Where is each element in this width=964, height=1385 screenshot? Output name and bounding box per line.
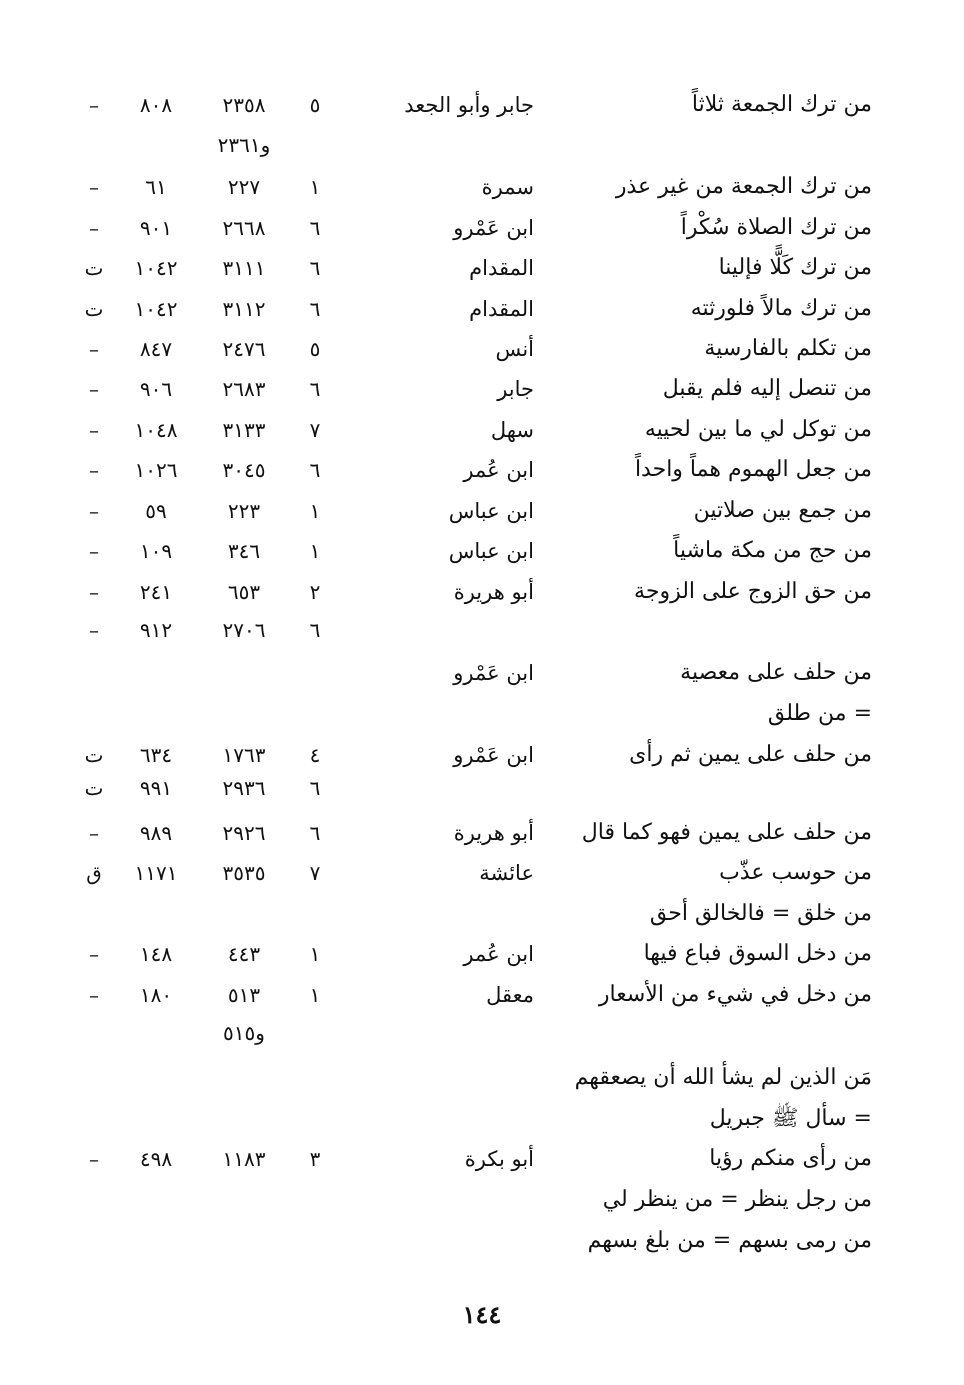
hadith-number: ٢٩٢٦ — [222, 821, 266, 845]
grade-mark: – — [89, 618, 99, 642]
narrator: أبو هريرة — [453, 580, 534, 604]
narrator: ابن عباس — [448, 499, 534, 523]
volume-number: ١ — [309, 499, 321, 523]
volume-number — [300, 1016, 330, 1050]
hadith-phrase: = من طلق — [767, 701, 872, 726]
hadith-phrase: من ترك كَلًّا فإلينا — [718, 255, 872, 280]
grade-mark: – — [89, 580, 99, 604]
volume-number: ٧ — [309, 418, 321, 442]
index-row — [0, 332, 964, 366]
volume-number: ٦ — [309, 216, 321, 240]
volume-number — [300, 656, 330, 690]
hadith-phrase: من حج من مكة ماشياً — [673, 538, 872, 563]
volume-number: ٥ — [309, 337, 321, 361]
volume-number — [300, 1061, 330, 1095]
hadith-number: ٢٩٣٦ — [222, 776, 266, 800]
hadith-number — [205, 697, 283, 731]
page-number: ١٤٤ — [462, 1300, 502, 1329]
hadith-phrase: من ترك مالاً فلورثته — [690, 296, 872, 321]
narrator — [294, 897, 534, 931]
index-row — [0, 1142, 964, 1176]
hadith-number: ٣١١١ — [222, 256, 266, 280]
index-row — [0, 128, 964, 162]
grade-mark: ت — [84, 297, 104, 321]
volume-number — [300, 128, 330, 162]
index-row — [0, 211, 964, 245]
narrator: ابن عباس — [448, 539, 534, 563]
hadith-phrase: من حوسب عذّب — [719, 860, 872, 885]
volume-number: ١ — [309, 942, 321, 966]
narrator: المقدام — [469, 297, 534, 321]
grade-mark: – — [89, 337, 99, 361]
hadith-phrase: = سأل ﷺ جبريل — [709, 1106, 872, 1131]
hadith-phrase: من رجل ينظر = من ينظر لي — [602, 1187, 872, 1212]
hadith-phrase: من دخل السوق فباع فيها — [643, 941, 872, 966]
page-reference: ٥٩ — [145, 499, 167, 523]
page-reference: ٦١ — [145, 175, 167, 199]
volume-number: ٤ — [309, 743, 321, 767]
grade-mark — [72, 697, 116, 731]
page-reference: ١١٧١ — [134, 861, 178, 885]
page-reference — [120, 1061, 192, 1095]
narrator — [294, 1016, 534, 1050]
page-reference: ١٠٤٨ — [134, 418, 178, 442]
hadith-phrase: من تنصل إليه فلم يقبل — [662, 376, 872, 401]
index-row — [0, 413, 964, 447]
narrator: سهل — [490, 418, 534, 442]
page-reference — [120, 1016, 192, 1050]
hadith-number: ٢٢٧ — [227, 175, 261, 199]
grade-mark: – — [89, 539, 99, 563]
index-row — [0, 1224, 964, 1258]
narrator: أبو بكرة — [464, 1147, 534, 1171]
index-row — [0, 771, 964, 805]
page-reference: ٦٣٤ — [139, 743, 173, 767]
grade-mark: – — [89, 821, 99, 845]
volume-number — [300, 1224, 330, 1258]
hadith-number — [205, 1102, 283, 1136]
volume-number: ٦ — [309, 297, 321, 321]
index-row — [0, 1061, 964, 1095]
narrator: سمرة — [481, 175, 534, 199]
narrator: جابر — [497, 377, 534, 401]
hadith-number: و٢٣٦١ — [217, 133, 271, 157]
volume-number: ٦ — [309, 256, 321, 280]
hadith-phrase: من ترك الجمعة من غير عذر — [615, 174, 872, 199]
hadith-number: ٢٣٥٨ — [222, 93, 266, 117]
narrator: معقل — [486, 983, 534, 1007]
index-row — [0, 372, 964, 406]
page-reference: ١٠٢٦ — [134, 458, 178, 482]
grade-mark: ت — [84, 776, 104, 800]
index-row — [0, 978, 964, 1012]
index-row — [0, 494, 964, 528]
hadith-phrase: من توكل لي ما بين لحييه — [644, 417, 872, 442]
hadith-number: ٣٠٤٥ — [222, 458, 266, 482]
hadith-number: ٢٤٧٦ — [222, 337, 266, 361]
volume-number: ٣ — [309, 1147, 321, 1171]
volume-number — [300, 697, 330, 731]
page-reference: ١٨٠ — [139, 983, 173, 1007]
hadith-number: ٢٦٦٨ — [222, 216, 266, 240]
index-row — [0, 1016, 964, 1050]
hadith-number: ٢٢٣ — [227, 499, 261, 523]
narrator: ابن عَمْرو — [453, 743, 534, 767]
hadith-phrase: من حق الزوج على الزوجة — [634, 579, 872, 604]
hadith-number: ٢٦٨٣ — [222, 377, 266, 401]
narrator — [294, 697, 534, 731]
volume-number: ٦ — [309, 377, 321, 401]
grade-mark: ت — [84, 256, 104, 280]
grade-mark: – — [89, 93, 99, 117]
page-reference: ١٤٨ — [139, 942, 173, 966]
volume-number — [300, 897, 330, 931]
narrator: عائشة — [479, 861, 534, 885]
grade-mark: – — [89, 175, 99, 199]
grade-mark: ت — [84, 743, 104, 767]
index-row — [0, 816, 964, 850]
volume-number: ١ — [309, 983, 321, 1007]
grade-mark: – — [89, 1147, 99, 1171]
page-reference — [120, 1224, 192, 1258]
index-row — [0, 738, 964, 772]
hadith-phrase: من ترك الصلاة سُكْراً — [680, 215, 872, 240]
page-reference: ٨٠٨ — [139, 93, 173, 117]
narrator: أبو هريرة — [453, 821, 534, 845]
narrator: ابن عَمْرو — [453, 216, 534, 240]
index-row — [0, 656, 964, 690]
narrator — [294, 1183, 534, 1217]
hadith-phrase: مَن الذين لم يشأ الله أن يصعقهم — [574, 1065, 872, 1090]
page-reference: ٩٩١ — [139, 776, 173, 800]
page-reference — [120, 697, 192, 731]
index-row — [0, 453, 964, 487]
volume-number: ٢ — [309, 580, 321, 604]
narrator: أنس — [495, 337, 534, 361]
hadith-number — [205, 897, 283, 931]
hadith-number: ١٧٦٣ — [222, 743, 266, 767]
narrator: ابن عُمر — [463, 942, 534, 966]
page-reference: ٢٤١ — [139, 580, 173, 604]
hadith-number — [205, 656, 283, 690]
hadith-phrase: من جعل الهموم هماً واحداً — [634, 457, 872, 482]
hadith-number: ١١٨٣ — [222, 1147, 266, 1171]
index-row — [0, 251, 964, 285]
volume-number: ٧ — [309, 861, 321, 885]
page-reference: ٩١٢ — [139, 618, 173, 642]
grade-mark — [72, 1224, 116, 1258]
hadith-number: ٦٥٣ — [227, 580, 261, 604]
index-row — [0, 697, 964, 731]
hadith-phrase: من رأى منكم رؤيا — [709, 1146, 872, 1171]
hadith-number — [205, 1224, 283, 1258]
volume-number: ٦ — [309, 458, 321, 482]
narrator — [294, 1102, 534, 1136]
page-reference: ١٠٤٢ — [134, 256, 178, 280]
narrator: جابر وأبو الجعد — [404, 93, 534, 117]
index-row — [0, 937, 964, 971]
index-row — [0, 88, 964, 122]
hadith-number: و٥١٥ — [223, 1021, 265, 1045]
narrator: ابن عَمْرو — [453, 661, 534, 685]
volume-number: ١ — [309, 175, 321, 199]
hadith-number: ٢٧٠٦ — [222, 618, 266, 642]
grade-mark — [72, 1102, 116, 1136]
volume-number — [300, 1102, 330, 1136]
grade-mark — [72, 1061, 116, 1095]
grade-mark: – — [89, 418, 99, 442]
hadith-phrase: من رمى بسهم = من بلغ بسهم — [587, 1228, 872, 1253]
volume-number: ٦ — [309, 776, 321, 800]
page-reference: ٩٨٩ — [139, 821, 173, 845]
narrator: ابن عُمر — [463, 458, 534, 482]
page-reference: ٩٠١ — [139, 216, 173, 240]
hadith-phrase: من دخل في شيء من الأسعار — [598, 982, 872, 1007]
hadith-phrase: من حلف على يمين ثم رأى — [629, 742, 872, 767]
grade-mark: – — [89, 377, 99, 401]
hadith-number: ٣٥٣٥ — [222, 861, 266, 885]
grade-mark: – — [89, 216, 99, 240]
grade-mark — [72, 897, 116, 931]
grade-mark: ق — [86, 861, 102, 885]
index-row — [0, 292, 964, 326]
volume-number — [300, 1183, 330, 1217]
hadith-number: ٥١٣ — [227, 983, 261, 1007]
page-reference — [120, 656, 192, 690]
hadith-number: ٤٤٣ — [227, 942, 261, 966]
index-row — [0, 613, 964, 647]
hadith-number — [205, 1061, 283, 1095]
volume-number: ١ — [309, 539, 321, 563]
grade-mark: – — [89, 499, 99, 523]
hadith-phrase: من ترك الجمعة ثلاثاً — [691, 92, 872, 117]
hadith-number: ٣١٣٣ — [222, 418, 266, 442]
index-row — [0, 897, 964, 931]
page-reference: ٩٠٦ — [139, 377, 173, 401]
index-row — [0, 575, 964, 609]
narrator — [294, 613, 534, 647]
page-reference: ٤٩٨ — [139, 1147, 173, 1171]
hadith-number — [205, 1183, 283, 1217]
grade-mark: – — [89, 942, 99, 966]
grade-mark — [72, 128, 116, 162]
narrator — [294, 128, 534, 162]
narrator: المقدام — [469, 256, 534, 280]
hadith-phrase: من خلق = فالخالق أحق — [649, 901, 872, 926]
hadith-phrase: من تكلم بالفارسية — [704, 336, 872, 361]
hadith-phrase: من حلف على يمين فهو كما قال — [581, 820, 872, 845]
page-reference — [120, 128, 192, 162]
page-reference: ١٠٤٢ — [134, 297, 178, 321]
hadith-number: ٣١١٢ — [222, 297, 266, 321]
grade-mark — [72, 656, 116, 690]
index-row — [0, 1183, 964, 1217]
index-row — [0, 1102, 964, 1136]
page-reference — [120, 897, 192, 931]
volume-number: ٦ — [309, 618, 321, 642]
hadith-phrase: من حلف على معصية — [680, 660, 872, 685]
index-row — [0, 170, 964, 204]
page-reference — [120, 1183, 192, 1217]
hadith-phrase: من جمع بين صلاتين — [693, 498, 872, 523]
grade-mark: – — [89, 983, 99, 1007]
narrator — [294, 771, 534, 805]
volume-number: ٦ — [309, 821, 321, 845]
narrator — [294, 1061, 534, 1095]
narrator — [294, 1224, 534, 1258]
page-reference: ١٠٩ — [139, 539, 173, 563]
volume-number: ٥ — [309, 93, 321, 117]
grade-mark — [72, 1016, 116, 1050]
page-reference — [120, 1102, 192, 1136]
index-row — [0, 534, 964, 568]
index-row — [0, 856, 964, 890]
page-reference: ٨٤٧ — [139, 337, 173, 361]
hadith-number: ٣٤٦ — [227, 539, 261, 563]
grade-mark — [72, 1183, 116, 1217]
grade-mark: – — [89, 458, 99, 482]
